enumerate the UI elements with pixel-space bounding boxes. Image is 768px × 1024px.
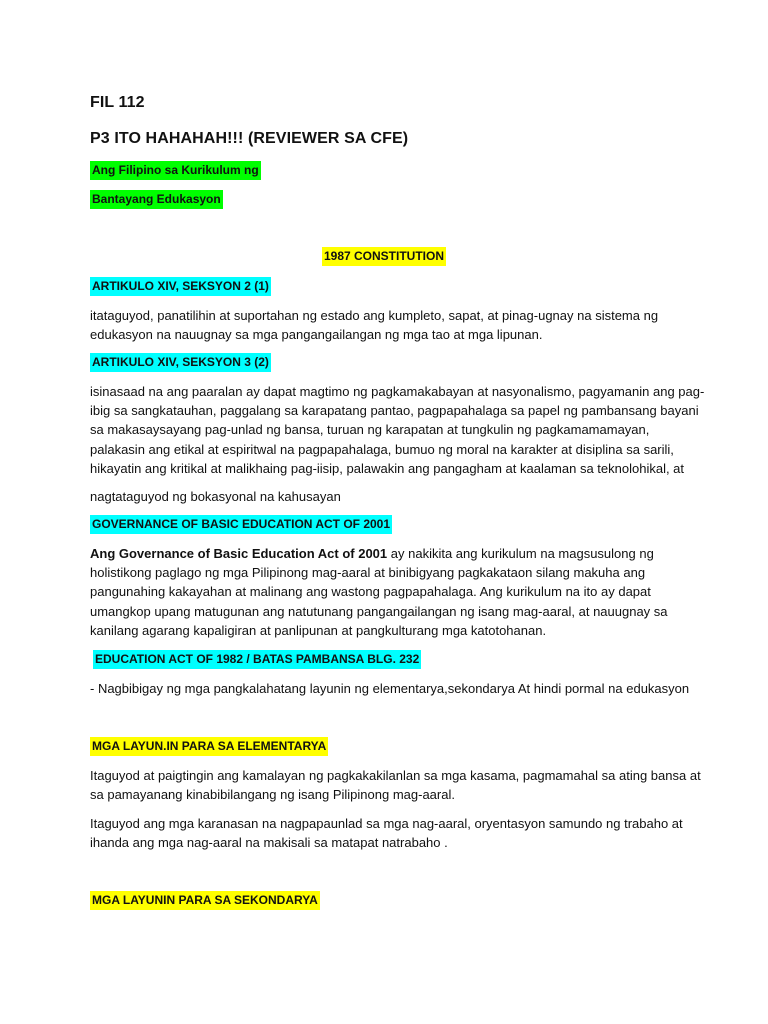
paragraph-line: Itaguyod at paigtingin ang kamalayan ng pagkakakilanlan sa mga kasama, pagmamahal sa ating bansa at bbox=[90, 768, 701, 783]
constitution-heading-text: 1987 CONSTITUTION bbox=[322, 247, 446, 266]
art-xiv-3-continuation: nagtataguyod ng bokasyonal na kahusayan bbox=[90, 489, 341, 504]
sekondarya-heading-text: MGA LAYUNIN PARA SA SEKONDARYA bbox=[90, 891, 320, 910]
paragraph-line: - Nagbibigay ng mga pangkalahatang layunin ng elementarya,sekondarya At hindi pormal na edukasyon bbox=[90, 681, 690, 696]
course-code: FIL 112 bbox=[90, 94, 145, 111]
subtitle-text-1: Ang Filipino sa Kurikulum ng bbox=[90, 161, 261, 180]
art-xiv-3-heading-text: ARTIKULO XIV, SEKSYON 3 (2) bbox=[90, 353, 271, 372]
subtitle-line-1 bbox=[90, 161, 690, 180]
paragraph-line: kanilang agarang kapaligiran at panlipunan at pangkulturang mga katotohanan. bbox=[90, 622, 547, 638]
paragraph-line: edukasyon na nauugnay sa mga pangangailangan ng mga tao at mga lipunan. bbox=[90, 327, 543, 343]
governance-first-line: ay nakikita ang kurikulum na magsusulong ng bbox=[387, 546, 654, 561]
paragraph-line: holistikong paglago ng mga Pilipinong mag-aaral at binibigyang pagkakataon silang makuha ang bbox=[90, 565, 646, 581]
elementarya-paragraph-1 bbox=[90, 766, 701, 804]
sekondarya-heading bbox=[90, 891, 690, 910]
constitution-heading bbox=[0, 247, 768, 266]
subtitle-line-2 bbox=[90, 190, 690, 209]
art-xiv-2-heading bbox=[90, 277, 690, 296]
paragraph-line: umangkop upang matugunan ang natutunang pangangailangan ng isang mag-aaral, at nauugnay sa bbox=[90, 603, 668, 619]
elementarya-paragraph-2 bbox=[90, 814, 690, 852]
paragraph-line: sa makasaysayang pag-unlad ng bansa, turuan ng karapatan at tungkulin ng pagkamamamayan, bbox=[90, 422, 650, 438]
governance-heading-text: GOVERNANCE OF BASIC EDUCATION ACT OF 2001 bbox=[90, 515, 392, 534]
education-act-heading bbox=[93, 650, 693, 669]
paragraph-line: Itaguyod ang mga karanasan na nagpapaunlad sa mga nag-aaral, oryentasyon samundo ng trabaho at bbox=[90, 816, 683, 831]
governance-bold-lead: Ang Governance of Basic Education Act of 2001 bbox=[90, 546, 388, 561]
document-title: P3 ITO HAHAHAH!!! (REVIEWER SA CFE) bbox=[90, 130, 409, 147]
paragraph-line: isinasaad na ang paaralan ay dapat magtimo ng pagkamakabayan at nasyonalismo, pagyamanin ang pag- bbox=[90, 384, 705, 399]
subtitle-text-2: Bantayang Edukasyon bbox=[90, 190, 223, 209]
paragraph-line: sa pamayanang kinabibilangang ng isang Pilipinong mag-aaral. bbox=[90, 787, 455, 803]
paragraph-line: palakasin ang etikal at espiritwal na pagpapahalaga, bumuo ng moral na karakter at disiplina sa sarili, bbox=[90, 441, 674, 457]
paragraph-line: ibig sa sangkatauhan, paggalang sa karapatang pantao, pagpapahalaga sa papel ng pambansang bayani bbox=[90, 403, 699, 419]
paragraph-line: itataguyod, panatilihin at suportahan ng estado ang kumpleto, sapat, at pinag-ugnay na sistema ng bbox=[90, 308, 659, 323]
education-act-text bbox=[90, 679, 690, 698]
art-xiv-3-paragraph bbox=[90, 382, 705, 478]
paragraph-line: ihanda ang mga nag-aaral na makisali sa matapat natrabaho . bbox=[90, 835, 448, 851]
art-xiv-3-heading bbox=[90, 353, 690, 372]
governance-paragraph bbox=[90, 544, 690, 640]
paragraph-line bbox=[90, 544, 690, 563]
paragraph-line: pangunahing kakayahan at malinang ang wastong pagpapahalaga. Ang kurikulum na ito ay dapat bbox=[90, 584, 651, 600]
art-xiv-2-heading-text: ARTIKULO XIV, SEKSYON 2 (1) bbox=[90, 277, 271, 296]
education-act-heading-text: EDUCATION ACT OF 1982 / BATAS PAMBANSA BLG. 232 bbox=[93, 650, 421, 669]
elementarya-heading-text: MGA LAYUN.IN PARA SA ELEMENTARYA bbox=[90, 737, 328, 756]
elementarya-heading bbox=[90, 737, 690, 756]
paragraph-line: hikayatin ang kritikal at malikhaing pag-iisip, palawakin ang pangagham at kaalaman sa teknolohikal, at bbox=[90, 460, 685, 476]
governance-heading bbox=[90, 515, 690, 534]
art-xiv-2-paragraph bbox=[90, 306, 690, 344]
